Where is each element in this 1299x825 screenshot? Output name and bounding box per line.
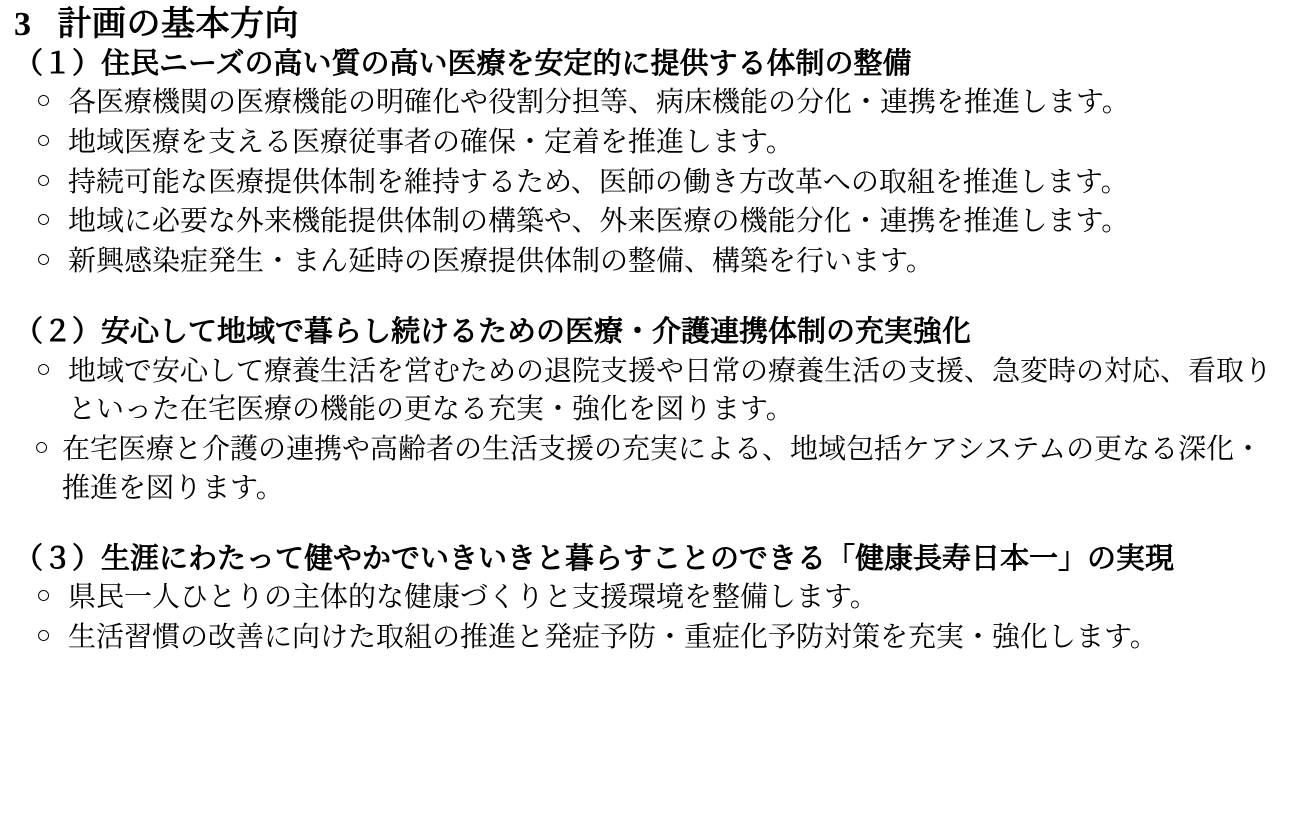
subsection-3 — [14, 541, 1285, 658]
list-item-text: 地域医療を支える医療従事者の確保・定着を推進します。 — [68, 126, 794, 158]
subsection-1-list — [14, 84, 1285, 281]
section-title: 計画の基本方向 — [57, 6, 299, 43]
bullet-circle-icon: ○ — [34, 433, 50, 461]
bullet-circle-icon: ○ — [36, 622, 52, 650]
list-item — [14, 353, 1285, 430]
list-item — [14, 124, 1285, 163]
list-item-text: 地域に必要な外来機能提供体制の構築や、外来医療の機能分化・連携を推進します。 — [68, 206, 1130, 238]
bullet-circle-icon: ○ — [36, 355, 52, 383]
list-item-text: 県民一人ひとりの主体的な健康づくりと支援環境を整備します。 — [68, 582, 878, 614]
list-item-text: 生活習慣の改善に向けた取組の推進と発症予防・重症化予防対策を充実・強化します。 — [68, 622, 1158, 654]
spacer — [14, 509, 1285, 539]
section-heading — [14, 6, 1285, 44]
list-item — [14, 243, 1285, 282]
list-item-text: 地域で安心して療養生活を営むための退院支援や日常の療養生活の支援、急変時の対応、看取りといった在宅医療の機能の更なる充実・強化を図ります。 — [68, 355, 1273, 426]
list-item-text: 持続可能な医療提供体制を維持するため、医師の働き方改革への取組を推進します。 — [68, 166, 1129, 198]
subsection-2 — [14, 314, 1285, 508]
list-item — [14, 84, 1285, 123]
list-item — [14, 579, 1285, 618]
bullet-circle-icon: ○ — [36, 245, 52, 273]
subsection-1 — [14, 46, 1285, 281]
subsection-1-heading: （１）住民ニーズの高い質の高い医療を安定的に提供する体制の整備 — [14, 48, 912, 81]
bullet-circle-icon: ○ — [36, 166, 52, 194]
subsection-3-list — [14, 579, 1285, 657]
subsection-2-list — [14, 353, 1285, 509]
bullet-circle-icon: ○ — [36, 206, 52, 234]
list-item — [14, 164, 1285, 203]
subsection-3-heading: （３）生涯にわたって健やかでいきいきと暮らすことのできる「健康長寿日本一」の実現 — [14, 543, 1175, 576]
spacer — [14, 282, 1285, 312]
subsection-2-heading: （２）安心して地域で暮らし続けるための医療・介護連携体制の充実強化 — [14, 316, 972, 349]
section-number: 3 — [14, 6, 32, 43]
list-item — [14, 619, 1285, 658]
list-item-text: 在宅医療と介護の連携や高齢者の生活支援の充実による、地域包括ケアシステムの更なる深化・推進を図ります。 — [62, 433, 1263, 504]
list-item-text: 各医療機関の医療機能の明確化や役割分担等、病床機能の分化・連携を推進します。 — [68, 87, 1130, 119]
bullet-circle-icon: ○ — [36, 126, 52, 154]
bullet-circle-icon: ○ — [36, 582, 52, 610]
list-item-text: 新興感染症発生・まん延時の医療提供体制の整備、構築を行います。 — [68, 245, 934, 277]
bullet-circle-icon: ○ — [36, 87, 52, 115]
list-item — [14, 431, 1285, 508]
list-item — [14, 203, 1285, 242]
